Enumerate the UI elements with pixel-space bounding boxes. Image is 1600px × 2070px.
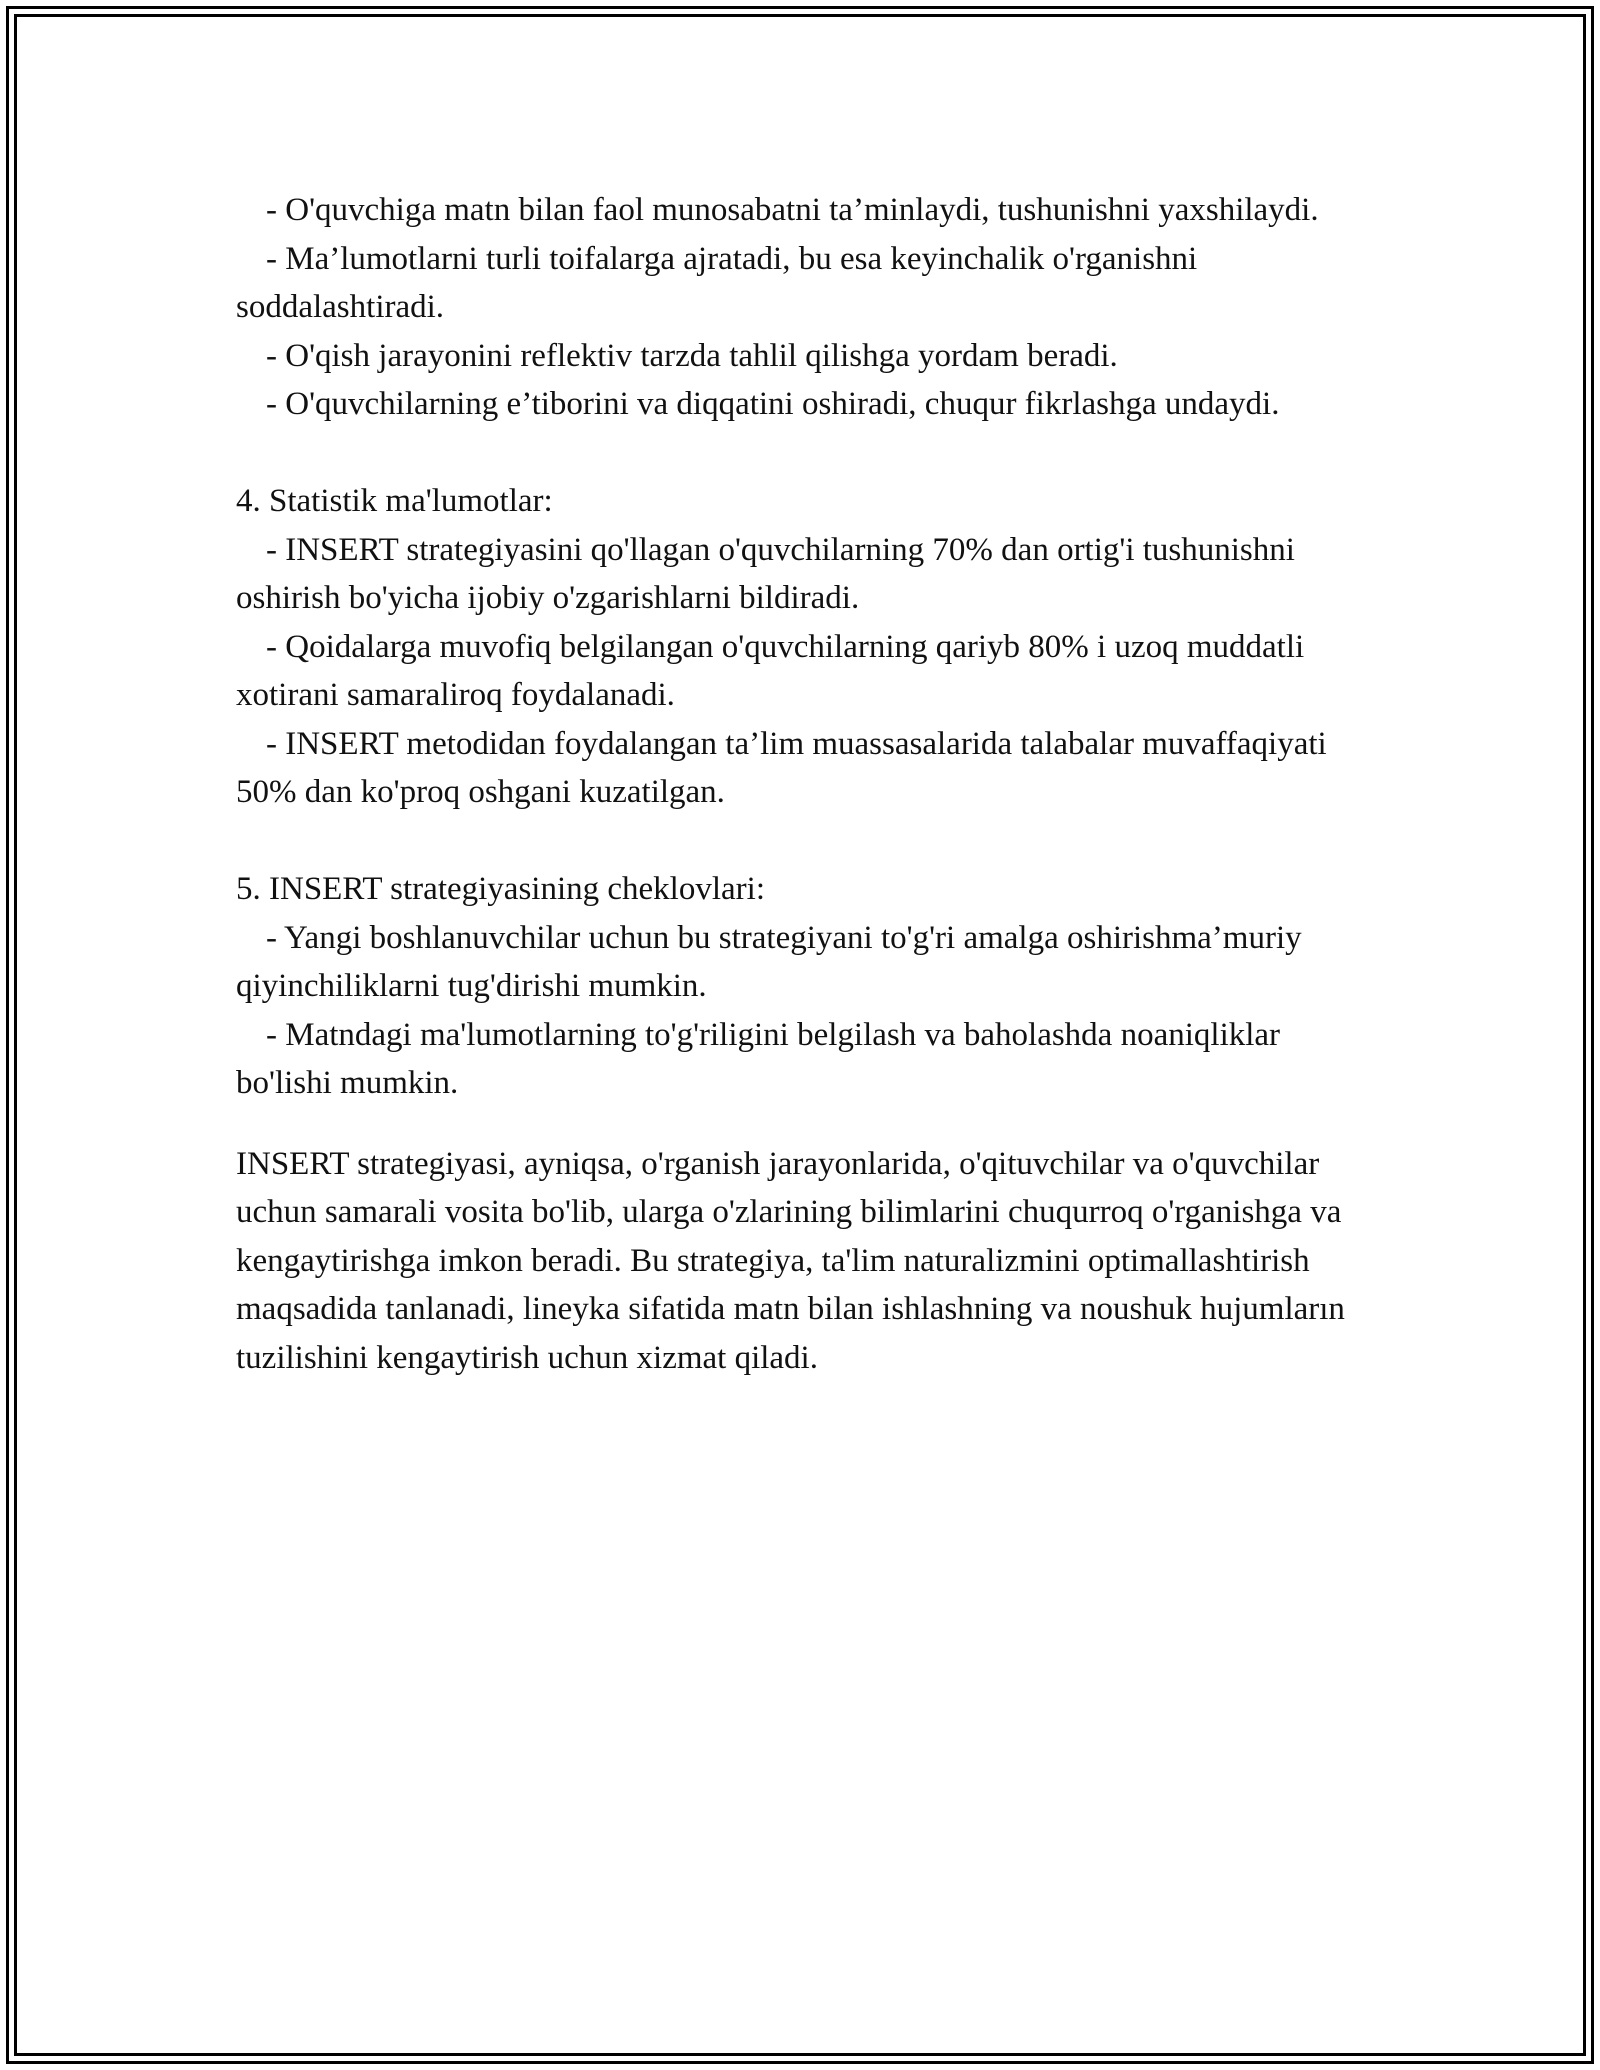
bullet-item: - O'quvchiga matn bilan faol munosabatni ta’minlaydi, tushunishni yaxshilaydi.	[266, 192, 1319, 228]
conclusion-paragraph: INSERT strategiyasi, ayniqsa, o'rganish jarayonlarida, o'qituvchilar va o'quvchilar uchun samarali vosita bo'lib, ularga o'zlarining bilimlarini chuqurroq o'rganishga va kengaytirishga imkon beradi. Bu strategiya, ta'lim naturalizmini optimallashtirish maqsadida tanlanadi, lineyka sifatida matn bilan ishlashning va noushuk hujumların tuzilishini kengaytirish uchun xizmat qiladi.	[236, 1145, 1345, 1376]
document-body	[236, 186, 1366, 1382]
bullet-item: - Qoidalarga muvofiq belgilangan o'quvchilarning qariyb 80% i uzoq muddatli xotirani samaraliroq foydalanadi.	[236, 628, 1305, 713]
bullet-item: - INSERT metodidan foydalangan ta’lim muassasalarida talabalar muvaffaqiyati 50% dan ko'proq oshgani kuzatilgan.	[236, 725, 1327, 810]
bullet-item: - Yangi boshlanuvchilar uchun bu strategiyani to'g'ri amalga oshirishma’muriy qiyinchiliklarni tug'dirishi mumkin.	[236, 919, 1302, 1004]
bullet-item: - Matndagi ma'lumotlarning to'g'riligini belgilash va baholashda noaniqliklar bo'lishi mumkin.	[236, 1016, 1281, 1101]
bullet-item: - INSERT strategiyasini qo'llagan o'quvchilarning 70% dan ortig'i tushunishni oshirish bo'yicha ijobiy o'zgarishlarni bildiradi.	[236, 531, 1295, 616]
bullet-item: - O'quvchilarning e’tiborini va diqqatini oshiradi, chuqur fikrlashga undaydi.	[266, 386, 1280, 422]
bullet-item: - Ma’lumotlarni turli toifalarga ajratadi, bu esa keyinchalik o'rganishni soddalashtiradi.	[236, 240, 1198, 325]
bullet-item: - O'qish jarayonini reflektiv tarzda tahlil qilishga yordam beradi.	[266, 337, 1118, 374]
section-heading-limitations: 5. INSERT strategiyasining cheklovlari:	[236, 871, 765, 907]
section-heading-statistics: 4. Statistik ma'lumotlar:	[236, 483, 553, 519]
